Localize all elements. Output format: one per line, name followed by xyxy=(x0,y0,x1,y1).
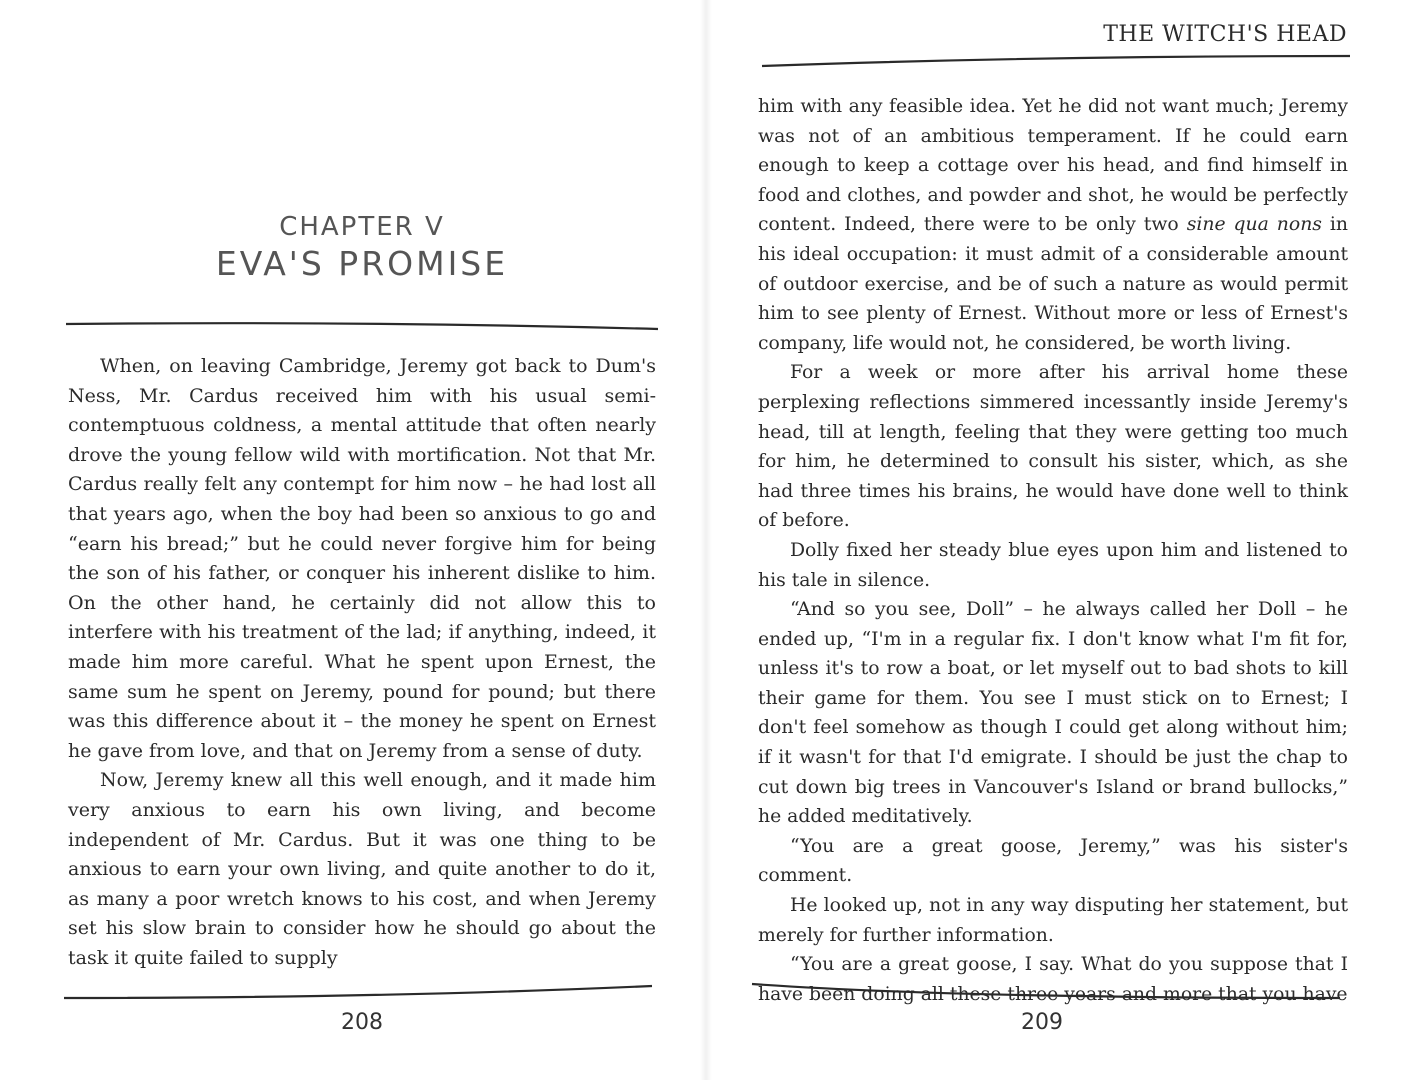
paragraph: Dolly fixed her steady blue eyes upon him and listened to his tale in silence. xyxy=(758,539,1348,591)
paragraph: Now, Jeremy knew all this well enough, and it made him very anxious to earn his own living, and become independent of Mr. Cardus. But it was one thing to be anxious to earn your own living, and quite another to do it, as many a poor wretch knows to his cost, and when Jeremy set his slow brain to consider how he should go about the task it quite failed to supply xyxy=(68,769,656,969)
page-number: 209 xyxy=(1021,1010,1063,1035)
chapter-divider-rule xyxy=(66,318,658,332)
paragraph xyxy=(758,92,1348,358)
footer-rule xyxy=(750,980,1340,1002)
italic-phrase: sine qua nons xyxy=(1186,214,1322,236)
paragraph: “And so you see, Doll” – he always called her Doll – he ended up, “I'm in a regular fix. I don't know what I'm fit for, unless it's to row a boat, or let myself out to bad shots to kill their game for them. You see I must stick on to Ernest; I don't feel somehow as though I could get along without him; if it wasn't for that I'd emigrate. I should be just the chap to cut down big trees in Vancouver's Island or brand bullocks,” he added meditatively. xyxy=(758,599,1348,828)
header-rule xyxy=(760,52,1350,70)
right-page xyxy=(706,0,1413,1080)
paragraph: “You are a great goose, Jeremy,” was his sister's comment. xyxy=(758,835,1348,887)
chapter-title: EVA'S PROMISE xyxy=(215,244,509,283)
right-body-text xyxy=(758,92,1348,1009)
paragraph-text: him with any feasible idea. Yet he did not want much; Jeremy was not of an ambitious temperament. If he could earn enough to keep a cottage over his head, and find himself in food and clothes, and powder and shot, he would be perfectly content. Indeed, there were to be only two xyxy=(758,96,1348,236)
left-page xyxy=(0,0,706,1080)
page-number: 208 xyxy=(341,1010,383,1035)
paragraph: “You are a great goose, I say. What do you suppose that I have been doing all these three years and more that you have xyxy=(758,954,1348,1005)
running-head: THE WITCH'S HEAD xyxy=(1103,22,1347,47)
paragraph: For a week or more after his arrival home these perplexing reflections simmered incessantly inside Jeremy's head, till at length, feeling that they were getting too much for him, he determined to consult his sister, which, as she had three times his brains, he would have done well to think of before. xyxy=(758,362,1348,532)
paragraph-text: in his ideal occupation: it must admit of a considerable amount of outdoor exercise, and be of such a nature as would permit him to see plenty of Ernest. Without more or less of Ernest's company, life would not, he considered, be worth living. xyxy=(758,214,1349,354)
chapter-number: CHAPTER V xyxy=(279,212,445,242)
left-body-text xyxy=(68,352,656,973)
paragraph: When, on leaving Cambridge, Jeremy got back to Dum's Ness, Mr. Cardus received him with his usual semi-contemptuous coldness, a mental attitude that often nearly drove the young fellow wild with mortification. Not that Mr. Cardus really felt any contempt for him now – he had lost all that years ago, when the boy had been so anxious to go and “earn his bread;” but he could never forgive him for being the son of his father, or conquer his inherent dislike to him. On the other hand, he certainly did not allow this to interfere with his treatment of the lad; if anything, indeed, it made him more careful. What he spent upon Ernest, the same sum he spent on Jeremy, pound for pound; but there was this difference about it – the money he spent on Ernest he gave from love, and that on Jeremy from a sense of duty. xyxy=(68,355,656,762)
footer-rule xyxy=(64,982,656,1002)
paragraph: He looked up, not in any way disputing her statement, but merely for further information. xyxy=(758,895,1348,946)
